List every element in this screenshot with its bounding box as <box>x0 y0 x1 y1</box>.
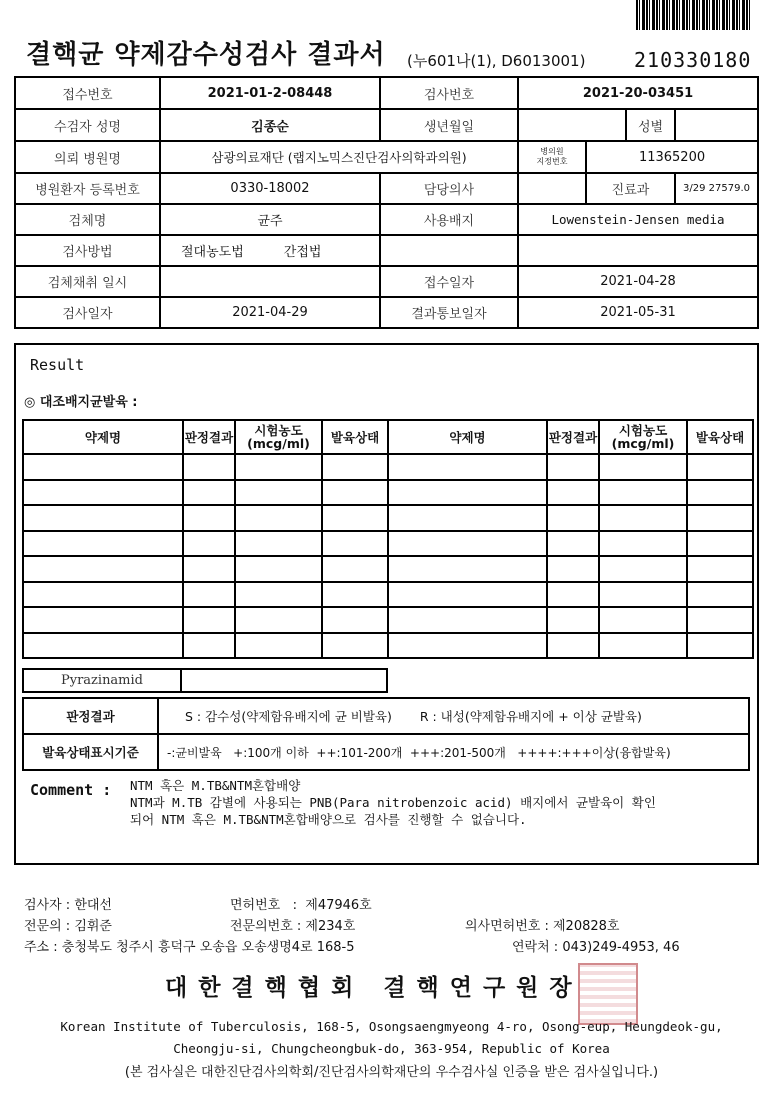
table-cell <box>235 582 322 608</box>
drug-table <box>22 419 754 659</box>
doctor-value <box>518 173 586 204</box>
table-cell <box>547 633 599 659</box>
table-cell <box>388 505 547 531</box>
table-cell <box>322 454 388 480</box>
table-cell <box>687 607 753 633</box>
specialist-number: 전문의번호 : 제234호 <box>230 919 356 934</box>
birth-label: 생년월일 <box>380 109 518 141</box>
tester: 검사자 : 한대선 <box>24 898 112 913</box>
hospital-name: 삼광의료재단 (랩지노믹스진단검사의학과의원) <box>160 141 518 173</box>
collect-label: 검체채취 일시 <box>15 266 160 297</box>
table-cell <box>235 633 322 659</box>
table-cell <box>183 582 235 608</box>
english-address-1: Korean Institute of Tuberculosis, 168-5, Osongsaengmyeong 4-ro, Osong-eup, Heungdeok-gu, <box>60 1019 723 1034</box>
table-cell <box>235 480 322 506</box>
header-concentration: 시험농도(mcg/ml) <box>235 420 322 454</box>
table-cell <box>235 531 322 557</box>
table-cell <box>322 480 388 506</box>
test-date: 2021-04-29 <box>160 297 380 328</box>
tester-license: 면허번호 : 제47946호 <box>230 898 372 913</box>
table-cell <box>599 531 687 557</box>
table-cell <box>599 480 687 506</box>
table-cell <box>23 505 183 531</box>
table-cell <box>23 531 183 557</box>
certification-note: (본 검사실은 대한진단검사의학회/진단검사의학재단의 우수검사실 인증을 받은 검사실입니다.) <box>124 1065 659 1080</box>
table-cell <box>322 505 388 531</box>
pyrazinamid-label: Pyrazinamid <box>23 669 181 692</box>
hospital-code-label: 병의원 <box>540 147 564 156</box>
table-row <box>23 633 753 659</box>
table-cell <box>547 582 599 608</box>
english-address-2: Cheongju-si, Chungcheongbuk-do, 363-954, Republic of Korea <box>173 1041 610 1056</box>
test-date-label: 검사일자 <box>15 297 160 328</box>
pyrazinamid-row <box>22 668 388 693</box>
barcode <box>636 0 752 30</box>
comment-text <box>130 777 656 828</box>
table-cell <box>388 556 547 582</box>
table-cell <box>322 582 388 608</box>
table-cell <box>687 531 753 557</box>
table-row <box>23 454 753 480</box>
header-drug: 약제명 <box>23 420 183 454</box>
receipt-date-label: 접수일자 <box>380 266 518 297</box>
dept-label: 진료과 <box>586 173 675 204</box>
table-cell <box>183 531 235 557</box>
table-cell <box>547 454 599 480</box>
official-seal <box>578 963 638 1025</box>
table-cell <box>183 556 235 582</box>
table-cell <box>23 607 183 633</box>
patient-info-table <box>14 76 759 329</box>
patient-name-label: 수검자 성명 <box>15 109 160 141</box>
specialist: 전문의 : 김휘준 <box>24 919 112 934</box>
table-cell <box>322 531 388 557</box>
organization-name: 대한결핵협회 결핵연구원장 <box>165 975 583 1001</box>
table-row <box>23 607 753 633</box>
empty-cell <box>518 235 758 266</box>
comment-line: 되어 NTM 혹은 M.TB&NTM혼합배양으로 검사를 진행할 수 없습니다. <box>130 812 527 827</box>
sex-label: 성별 <box>626 109 675 141</box>
table-cell <box>23 633 183 659</box>
table-row <box>23 531 753 557</box>
table-cell <box>599 454 687 480</box>
table-cell <box>388 633 547 659</box>
table-cell <box>687 480 753 506</box>
table-cell <box>23 556 183 582</box>
table-cell <box>388 454 547 480</box>
table-cell <box>599 556 687 582</box>
receipt-no-label: 접수번호 <box>15 77 160 109</box>
specimen-label: 검체명 <box>15 204 160 235</box>
table-cell <box>547 556 599 582</box>
patient-name: 김종순 <box>160 109 380 141</box>
table-cell <box>183 607 235 633</box>
table-cell <box>183 454 235 480</box>
comment-label: Comment : <box>30 781 112 799</box>
table-cell <box>235 454 322 480</box>
dept-value: 3/29 27579.0 <box>675 173 758 204</box>
birth-value <box>518 109 626 141</box>
criteria-table <box>22 697 750 771</box>
table-cell <box>388 607 547 633</box>
comment-line: NTM과 M.TB 감별에 사용되는 PNB(Para nitrobenzoic acid) 배지에서 균발육이 확인 <box>130 795 656 810</box>
empty-cell <box>380 235 518 266</box>
table-cell <box>322 556 388 582</box>
table-row <box>23 556 753 582</box>
doctor-license: 의사면허번호 : 제20828호 <box>465 919 620 934</box>
result-heading: Result <box>30 356 85 374</box>
table-cell <box>388 480 547 506</box>
document-title: 결핵균 약제감수성검사 결과서 <box>26 40 386 70</box>
table-cell <box>687 454 753 480</box>
patient-reg: 0330-18002 <box>160 173 380 204</box>
table-cell <box>183 480 235 506</box>
hospital-code-label-2: 지정번호 <box>536 157 568 166</box>
header-judgment: 판정결과 <box>547 420 599 454</box>
table-cell <box>599 582 687 608</box>
table-cell <box>599 607 687 633</box>
test-no-label: 검사번호 <box>380 77 518 109</box>
document-code: (누601나(1), D6013001) <box>407 52 586 70</box>
sex-value <box>675 109 758 141</box>
header-growth: 발육상태 <box>322 420 388 454</box>
table-cell <box>183 505 235 531</box>
medium: Lowenstein-Jensen media <box>518 204 758 235</box>
table-cell <box>599 633 687 659</box>
hospital-label: 의뢰 병원명 <box>15 141 160 173</box>
criteria-s: S : 감수성(약제함유배지에 균 비발육) <box>185 709 392 724</box>
criteria-label: 판정결과 <box>23 698 158 734</box>
table-cell <box>388 582 547 608</box>
table-cell <box>322 607 388 633</box>
table-cell <box>547 505 599 531</box>
header-drug: 약제명 <box>388 420 547 454</box>
receipt-no: 2021-01-2-08448 <box>160 77 380 109</box>
method-label: 검사방법 <box>15 235 160 266</box>
table-row <box>23 582 753 608</box>
comment-line: NTM 혹은 M.TB&NTM혼합배양 <box>130 778 301 793</box>
growth-criteria-text: -:균비발육 +:100개 이하 ++:101-200개 +++:201-500개 ++++:+++이상(융합발육) <box>158 734 749 770</box>
table-row <box>23 480 753 506</box>
method-absolute: 절대농도법 <box>181 245 244 260</box>
doctor-label: 담당의사 <box>380 173 518 204</box>
header-concentration: 시험농도(mcg/ml) <box>599 420 687 454</box>
medium-label: 사용배지 <box>380 204 518 235</box>
table-cell <box>547 531 599 557</box>
collect-value <box>160 266 380 297</box>
report-date-label: 결과통보일자 <box>380 297 518 328</box>
growth-criteria-label: 발육상태표시기준 <box>23 734 158 770</box>
table-cell <box>235 607 322 633</box>
table-row <box>23 505 753 531</box>
table-cell <box>23 454 183 480</box>
hospital-code: 11365200 <box>586 141 758 173</box>
address: 주소 : 충청북도 청주시 흥덕구 오송읍 오송생명4로 168-5 <box>24 940 355 955</box>
table-cell <box>23 582 183 608</box>
table-cell <box>547 607 599 633</box>
table-cell <box>23 480 183 506</box>
table-cell <box>599 505 687 531</box>
table-cell <box>687 556 753 582</box>
contact: 연락처 : 043)249-4953, 46 <box>512 940 680 955</box>
table-cell <box>388 531 547 557</box>
specimen: 균주 <box>160 204 380 235</box>
pyrazinamid-value <box>181 669 387 692</box>
table-cell <box>687 633 753 659</box>
table-cell <box>547 480 599 506</box>
header-growth: 발육상태 <box>687 420 753 454</box>
receipt-date: 2021-04-28 <box>518 266 758 297</box>
criteria-r: R : 내성(약제함유배지에 + 이상 균발육) <box>419 709 642 724</box>
barcode-number: 210330180 <box>634 48 752 72</box>
table-cell <box>235 505 322 531</box>
patient-reg-label: 병원환자 등록번호 <box>15 173 160 204</box>
header-judgment: 판정결과 <box>183 420 235 454</box>
control-growth-label: ◎ 대조배지균발육 : <box>24 395 138 410</box>
table-cell <box>183 633 235 659</box>
table-cell <box>687 582 753 608</box>
table-cell <box>235 556 322 582</box>
report-date: 2021-05-31 <box>518 297 758 328</box>
test-no: 2021-20-03451 <box>518 77 758 109</box>
table-cell <box>322 633 388 659</box>
table-cell <box>687 505 753 531</box>
method-indirect: 간접법 <box>283 245 322 260</box>
